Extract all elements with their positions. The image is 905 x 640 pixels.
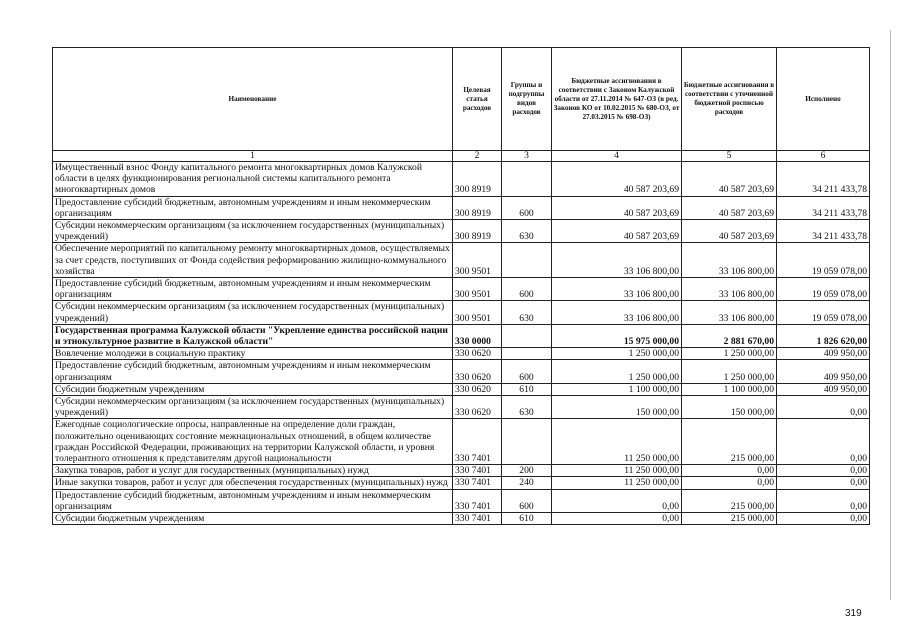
column-number-row (53, 151, 870, 162)
row-target-code: 330 7401 (453, 465, 502, 477)
row-expense-group: 240 (502, 477, 552, 489)
row-law-amount: 40 587 203,69 (552, 220, 682, 243)
row-executed-amount: 0,00 (777, 396, 870, 419)
row-expense-group: 600 (502, 278, 552, 301)
row-expense-group: 610 (502, 383, 552, 395)
header-target-article: Целевая статья расходов (453, 48, 502, 151)
table-header (53, 48, 870, 151)
row-name: Государственная программа Калужской области "Укрепление единства российской нации и этнокультурное развитие в Калужской области" (53, 324, 453, 347)
row-law-amount: 150 000,00 (552, 396, 682, 419)
table-row (53, 162, 870, 197)
row-target-code: 300 9501 (453, 243, 502, 278)
row-refined-amount: 215 000,00 (682, 419, 777, 465)
table-row (53, 419, 870, 465)
row-target-code: 300 9501 (453, 301, 502, 324)
row-refined-amount: 0,00 (682, 465, 777, 477)
row-refined-amount: 215 000,00 (682, 489, 777, 512)
table-row (53, 324, 870, 347)
table-row (53, 396, 870, 419)
table-row (53, 383, 870, 395)
table-row (53, 278, 870, 301)
row-law-amount: 0,00 (552, 513, 682, 525)
row-target-code: 300 8919 (453, 220, 502, 243)
table-row (53, 196, 870, 219)
row-expense-group: 600 (502, 360, 552, 383)
row-executed-amount: 19 059 078,00 (777, 301, 870, 324)
row-target-code: 330 7401 (453, 419, 502, 465)
row-expense-group (502, 348, 552, 360)
row-expense-group: 630 (502, 301, 552, 324)
row-law-amount: 33 106 800,00 (552, 301, 682, 324)
row-law-amount: 15 975 000,00 (552, 324, 682, 347)
row-name: Имущественный взнос Фонду капитального ремонта многоквартирных домов Калужской области в целях функционирования региональной системы капитального ремонта многоквартирных домов (53, 162, 453, 197)
column-number: 3 (502, 151, 552, 162)
row-executed-amount: 0,00 (777, 513, 870, 525)
row-executed-amount: 34 211 433,78 (777, 162, 870, 197)
row-refined-amount: 1 250 000,00 (682, 360, 777, 383)
row-refined-amount: 40 587 203,69 (682, 196, 777, 219)
header-executed: Исполнено (777, 48, 870, 151)
row-target-code: 300 8919 (453, 196, 502, 219)
row-name: Предоставление субсидий бюджетным, автономным учреждениям и иным некоммерческим организациям (53, 489, 453, 512)
row-expense-group: 610 (502, 513, 552, 525)
row-name: Субсидии бюджетным учреждениям (53, 383, 453, 395)
row-target-code: 330 7401 (453, 489, 502, 512)
row-executed-amount: 0,00 (777, 419, 870, 465)
row-name: Субсидии некоммерческим организациям (за исключением государственных (муниципальных) учреждений) (53, 301, 453, 324)
row-executed-amount: 409 950,00 (777, 360, 870, 383)
row-refined-amount: 33 106 800,00 (682, 278, 777, 301)
header-name: Наименование (53, 48, 453, 151)
row-executed-amount: 409 950,00 (777, 348, 870, 360)
table-row (53, 220, 870, 243)
table-row (53, 513, 870, 525)
row-law-amount: 1 100 000,00 (552, 383, 682, 395)
row-target-code: 330 0620 (453, 360, 502, 383)
row-refined-amount: 33 106 800,00 (682, 243, 777, 278)
row-expense-group: 200 (502, 465, 552, 477)
row-name: Субсидии бюджетным учреждениям (53, 513, 453, 525)
row-law-amount: 0,00 (552, 489, 682, 512)
row-executed-amount: 19 059 078,00 (777, 243, 870, 278)
row-refined-amount: 40 587 203,69 (682, 220, 777, 243)
header-refined-allocations: Бюджетные ассигнования в соответствии с уточненной бюджетной росписью расходов (682, 48, 777, 151)
row-law-amount: 40 587 203,69 (552, 162, 682, 197)
row-target-code: 330 0620 (453, 348, 502, 360)
row-refined-amount: 33 106 800,00 (682, 301, 777, 324)
column-number: 2 (453, 151, 502, 162)
row-target-code: 330 7401 (453, 477, 502, 489)
table-row (53, 477, 870, 489)
table-body (53, 151, 870, 525)
row-name: Обеспечение мероприятий по капитальному ремонту многоквартирных домов, осуществляемых за счет средств, поступивших от Фонда содействия реформированию жилищно-коммунального хозяйства (53, 243, 453, 278)
row-law-amount: 1 250 000,00 (552, 348, 682, 360)
row-executed-amount: 0,00 (777, 477, 870, 489)
row-expense-group: 630 (502, 220, 552, 243)
row-law-amount: 33 106 800,00 (552, 243, 682, 278)
row-law-amount: 1 250 000,00 (552, 360, 682, 383)
row-executed-amount: 34 211 433,78 (777, 196, 870, 219)
row-law-amount: 40 587 203,69 (552, 196, 682, 219)
row-refined-amount: 215 000,00 (682, 513, 777, 525)
page-edge-line (890, 30, 891, 600)
row-target-code: 330 0620 (453, 383, 502, 395)
row-target-code: 300 8919 (453, 162, 502, 197)
row-refined-amount: 2 881 670,00 (682, 324, 777, 347)
row-name: Иные закупки товаров, работ и услуг для обеспечения государственных (муниципальных) нужд (53, 477, 453, 489)
row-law-amount: 11 250 000,00 (552, 465, 682, 477)
column-number: 5 (682, 151, 777, 162)
row-refined-amount: 0,00 (682, 477, 777, 489)
row-executed-amount: 34 211 433,78 (777, 220, 870, 243)
row-executed-amount: 1 826 620,00 (777, 324, 870, 347)
row-refined-amount: 40 587 203,69 (682, 162, 777, 197)
column-number: 4 (552, 151, 682, 162)
table-row (53, 301, 870, 324)
row-law-amount: 11 250 000,00 (552, 419, 682, 465)
row-expense-group: 600 (502, 489, 552, 512)
row-expense-group (502, 243, 552, 278)
row-executed-amount: 409 950,00 (777, 383, 870, 395)
row-executed-amount: 19 059 078,00 (777, 278, 870, 301)
table-row (53, 465, 870, 477)
row-target-code: 300 9501 (453, 278, 502, 301)
row-expense-group (502, 324, 552, 347)
row-refined-amount: 150 000,00 (682, 396, 777, 419)
row-name: Субсидии некоммерческим организациям (за исключением государственных (муниципальных) учреждений) (53, 220, 453, 243)
table-row (53, 489, 870, 512)
row-target-code: 330 0000 (453, 324, 502, 347)
row-name: Вовлечение молодежи в социальную практику (53, 348, 453, 360)
table-row (53, 360, 870, 383)
row-name: Предоставление субсидий бюджетным, автономным учреждениям и иным некоммерческим организациям (53, 196, 453, 219)
row-name: Предоставление субсидий бюджетным, автономным учреждениям и иным некоммерческим организациям (53, 360, 453, 383)
row-expense-group (502, 162, 552, 197)
row-expense-group (502, 419, 552, 465)
budget-table (52, 47, 870, 525)
row-name: Субсидии некоммерческим организациям (за исключением государственных (муниципальных) учреждений) (53, 396, 453, 419)
row-name: Предоставление субсидий бюджетным, автономным учреждениям и иным некоммерческим организациям (53, 278, 453, 301)
row-refined-amount: 1 250 000,00 (682, 348, 777, 360)
header-expense-groups: Группы и подгруппы видов расходов (502, 48, 552, 151)
row-refined-amount: 1 100 000,00 (682, 383, 777, 395)
header-law-allocations: Бюджетные ассигнования в соответствии с Законом Калужской области от 27.11.2014 № 647-ОЗ (в ред. Законов КО от 10.02.2015 № 680-ОЗ, от 27.03.2015 № 698-ОЗ) (552, 48, 682, 151)
page-number: 319 (845, 608, 862, 619)
column-number: 6 (777, 151, 870, 162)
row-law-amount: 11 250 000,00 (552, 477, 682, 489)
row-executed-amount: 0,00 (777, 489, 870, 512)
row-target-code: 330 7401 (453, 513, 502, 525)
row-expense-group: 600 (502, 196, 552, 219)
row-law-amount: 33 106 800,00 (552, 278, 682, 301)
row-target-code: 330 0620 (453, 396, 502, 419)
row-executed-amount: 0,00 (777, 465, 870, 477)
table-row (53, 348, 870, 360)
column-number: 1 (53, 151, 453, 162)
row-expense-group: 630 (502, 396, 552, 419)
row-name: Закупка товаров, работ и услуг для государственных (муниципальных) нужд (53, 465, 453, 477)
row-name: Ежегодные социологические опросы, направленные на определение доли граждан, положительно оценивающих состояние межнациональных отношений, в общем количестве граждан Российской Федерации, проживающих на территории Калужской области, и уровня толерантного отношения к представителям другой национальности (53, 419, 453, 465)
table-row (53, 243, 870, 278)
